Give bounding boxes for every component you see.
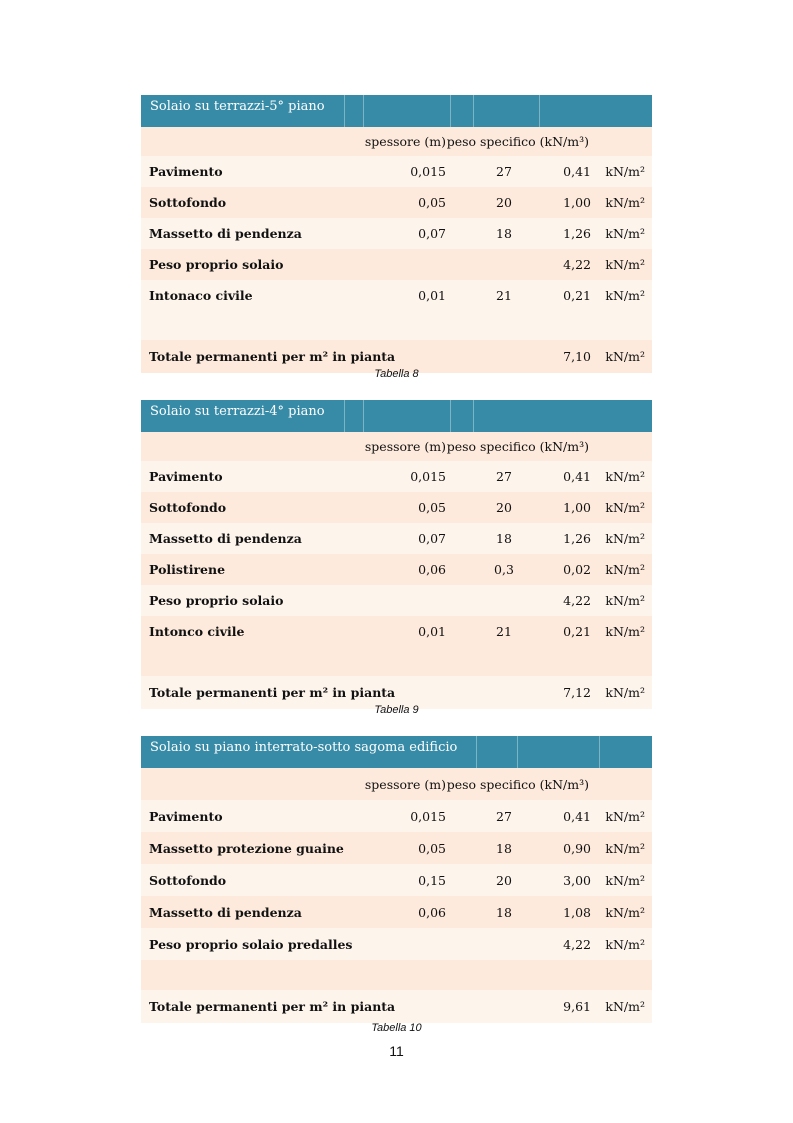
table-row [141, 832, 652, 864]
row-label: Massetto di pendenza [149, 531, 302, 546]
row-value: 1,26 [563, 531, 591, 546]
row-label: Pavimento [149, 164, 223, 179]
column-headers [141, 432, 652, 461]
row-value: 4,22 [563, 936, 591, 952]
caption-tabella-8: Tabella 8 [374, 368, 419, 380]
table-row [141, 616, 652, 647]
row-peso-specifico: 20 [496, 500, 512, 515]
row-label: Peso proprio solaio [149, 593, 284, 608]
row-spessore: 0,01 [418, 288, 446, 303]
row-unit: kN/m² [605, 500, 645, 515]
total-value: 7,10 [563, 349, 591, 364]
table-row [141, 492, 652, 523]
row-value: 1,08 [563, 904, 591, 920]
row-spessore: 0,05 [418, 500, 446, 515]
total-unit: kN/m² [605, 685, 645, 700]
row-spessore: 0,07 [418, 531, 446, 546]
row-value: 0,41 [563, 469, 591, 484]
table-row [141, 218, 652, 249]
row-peso-specifico [476, 928, 532, 960]
row-label: Massetto di pendenza [149, 226, 302, 241]
caption-tabella-9: Tabella 9 [374, 704, 419, 716]
row-unit: kN/m² [605, 469, 645, 484]
table-row [141, 554, 652, 585]
row-value: 0,21 [563, 624, 591, 639]
row-unit: kN/m² [605, 624, 645, 639]
col-spessore: spessore (m) [364, 439, 446, 454]
row-peso-specifico: 27 [496, 164, 512, 179]
total-row [141, 990, 652, 1023]
row-value: 0,21 [563, 288, 591, 303]
table-row [141, 249, 652, 280]
row-spessore: 0,015 [410, 808, 446, 824]
row-value: 0,90 [563, 840, 591, 856]
table-title: Solaio su terrazzi-4° piano [150, 404, 325, 419]
row-unit: kN/m² [605, 164, 645, 179]
total-unit: kN/m² [605, 999, 645, 1014]
row-spessore: 0,05 [418, 195, 446, 210]
total-unit: kN/m² [605, 349, 645, 364]
row-label: Peso proprio solaio predalles [149, 936, 353, 952]
row-label: Peso proprio solaio [149, 257, 284, 272]
table-solaio-5-piano [141, 95, 652, 373]
empty-row [141, 311, 652, 340]
empty-row [141, 960, 652, 990]
table-row [141, 585, 652, 616]
row-label: Massetto di pendenza [149, 904, 302, 920]
row-spessore: 0,07 [418, 226, 446, 241]
col-peso-specifico: peso specifico (kN/m³) [446, 776, 589, 792]
row-unit: kN/m² [605, 872, 645, 888]
row-peso-specifico: 18 [496, 226, 512, 241]
row-unit: kN/m² [605, 257, 645, 272]
row-value: 1,00 [563, 195, 591, 210]
column-headers [141, 768, 652, 800]
table-header [141, 736, 652, 768]
table-title: Solaio su piano interrato-sotto sagoma edificio [150, 740, 458, 755]
row-peso-specifico: 20 [496, 195, 512, 210]
col-spessore: spessore (m) [364, 134, 446, 149]
col-spessore: spessore (m) [364, 776, 446, 792]
row-label: Pavimento [149, 808, 223, 824]
row-value: 1,00 [563, 500, 591, 515]
row-unit: kN/m² [605, 808, 645, 824]
row-unit: kN/m² [605, 593, 645, 608]
row-peso-specifico: 20 [496, 872, 512, 888]
row-unit: kN/m² [605, 840, 645, 856]
total-label: Totale permanenti per m² in pianta [149, 999, 396, 1014]
row-label: Intonaco civile [149, 288, 253, 303]
row-label: Pavimento [149, 469, 223, 484]
row-unit: kN/m² [605, 936, 645, 952]
table-header [141, 400, 652, 432]
row-value: 1,26 [563, 226, 591, 241]
row-value: 0,41 [563, 164, 591, 179]
row-spessore: 0,15 [418, 872, 446, 888]
row-label: Polistirene [149, 562, 226, 577]
row-peso-specifico: 21 [496, 288, 512, 303]
row-value: 0,41 [563, 808, 591, 824]
table-row [141, 800, 652, 832]
row-value: 4,22 [563, 257, 591, 272]
row-label: Sottofondo [149, 500, 227, 515]
row-peso-specifico: 27 [496, 469, 512, 484]
row-peso-specifico [476, 249, 532, 280]
row-peso-specifico: 21 [496, 624, 512, 639]
row-label: Sottofondo [149, 872, 227, 888]
row-value: 4,22 [563, 593, 591, 608]
row-peso-specifico: 18 [496, 840, 512, 856]
table-row [141, 523, 652, 554]
row-spessore: 0,06 [418, 904, 446, 920]
table-row [141, 461, 652, 492]
row-unit: kN/m² [605, 562, 645, 577]
total-label: Totale permanenti per m² in pianta [149, 349, 396, 364]
row-unit: kN/m² [605, 531, 645, 546]
table-row [141, 928, 652, 960]
row-peso-specifico: 27 [496, 808, 512, 824]
row-unit: kN/m² [605, 288, 645, 303]
row-label: Massetto protezione guaine [149, 840, 344, 856]
row-spessore: 0,01 [418, 624, 446, 639]
table-row [141, 156, 652, 187]
caption-tabella-10: Tabella 10 [371, 1022, 422, 1034]
table-row [141, 864, 652, 896]
table-row [141, 280, 652, 311]
total-value: 7,12 [563, 685, 591, 700]
total-label: Totale permanenti per m² in pianta [149, 685, 396, 700]
col-peso-specifico: peso specifico (kN/m³) [446, 439, 589, 454]
row-spessore: 0,015 [410, 164, 446, 179]
row-value: 0,02 [563, 562, 591, 577]
row-spessore: 0,015 [410, 469, 446, 484]
row-unit: kN/m² [605, 226, 645, 241]
table-solaio-4-piano [141, 400, 652, 709]
row-peso-specifico: 18 [496, 904, 512, 920]
row-unit: kN/m² [605, 195, 645, 210]
row-spessore: 0,05 [418, 840, 446, 856]
table-row [141, 187, 652, 218]
page-number: 11 [389, 1043, 404, 1059]
table-title: Solaio su terrazzi-5° piano [150, 99, 325, 114]
row-label: Intonco civile [149, 624, 245, 639]
empty-row [141, 647, 652, 676]
row-unit: kN/m² [605, 904, 645, 920]
row-value: 3,00 [563, 872, 591, 888]
table-header [141, 95, 652, 127]
col-peso-specifico: peso specifico (kN/m³) [446, 134, 589, 149]
total-value: 9,61 [563, 999, 591, 1014]
row-label: Sottofondo [149, 195, 227, 210]
column-headers [141, 127, 652, 156]
table-row [141, 896, 652, 928]
row-peso-specifico: 0,3 [494, 562, 514, 577]
row-peso-specifico: 18 [496, 531, 512, 546]
table-solaio-interrato [141, 736, 652, 1023]
row-peso-specifico [476, 585, 532, 616]
row-spessore: 0,06 [418, 562, 446, 577]
